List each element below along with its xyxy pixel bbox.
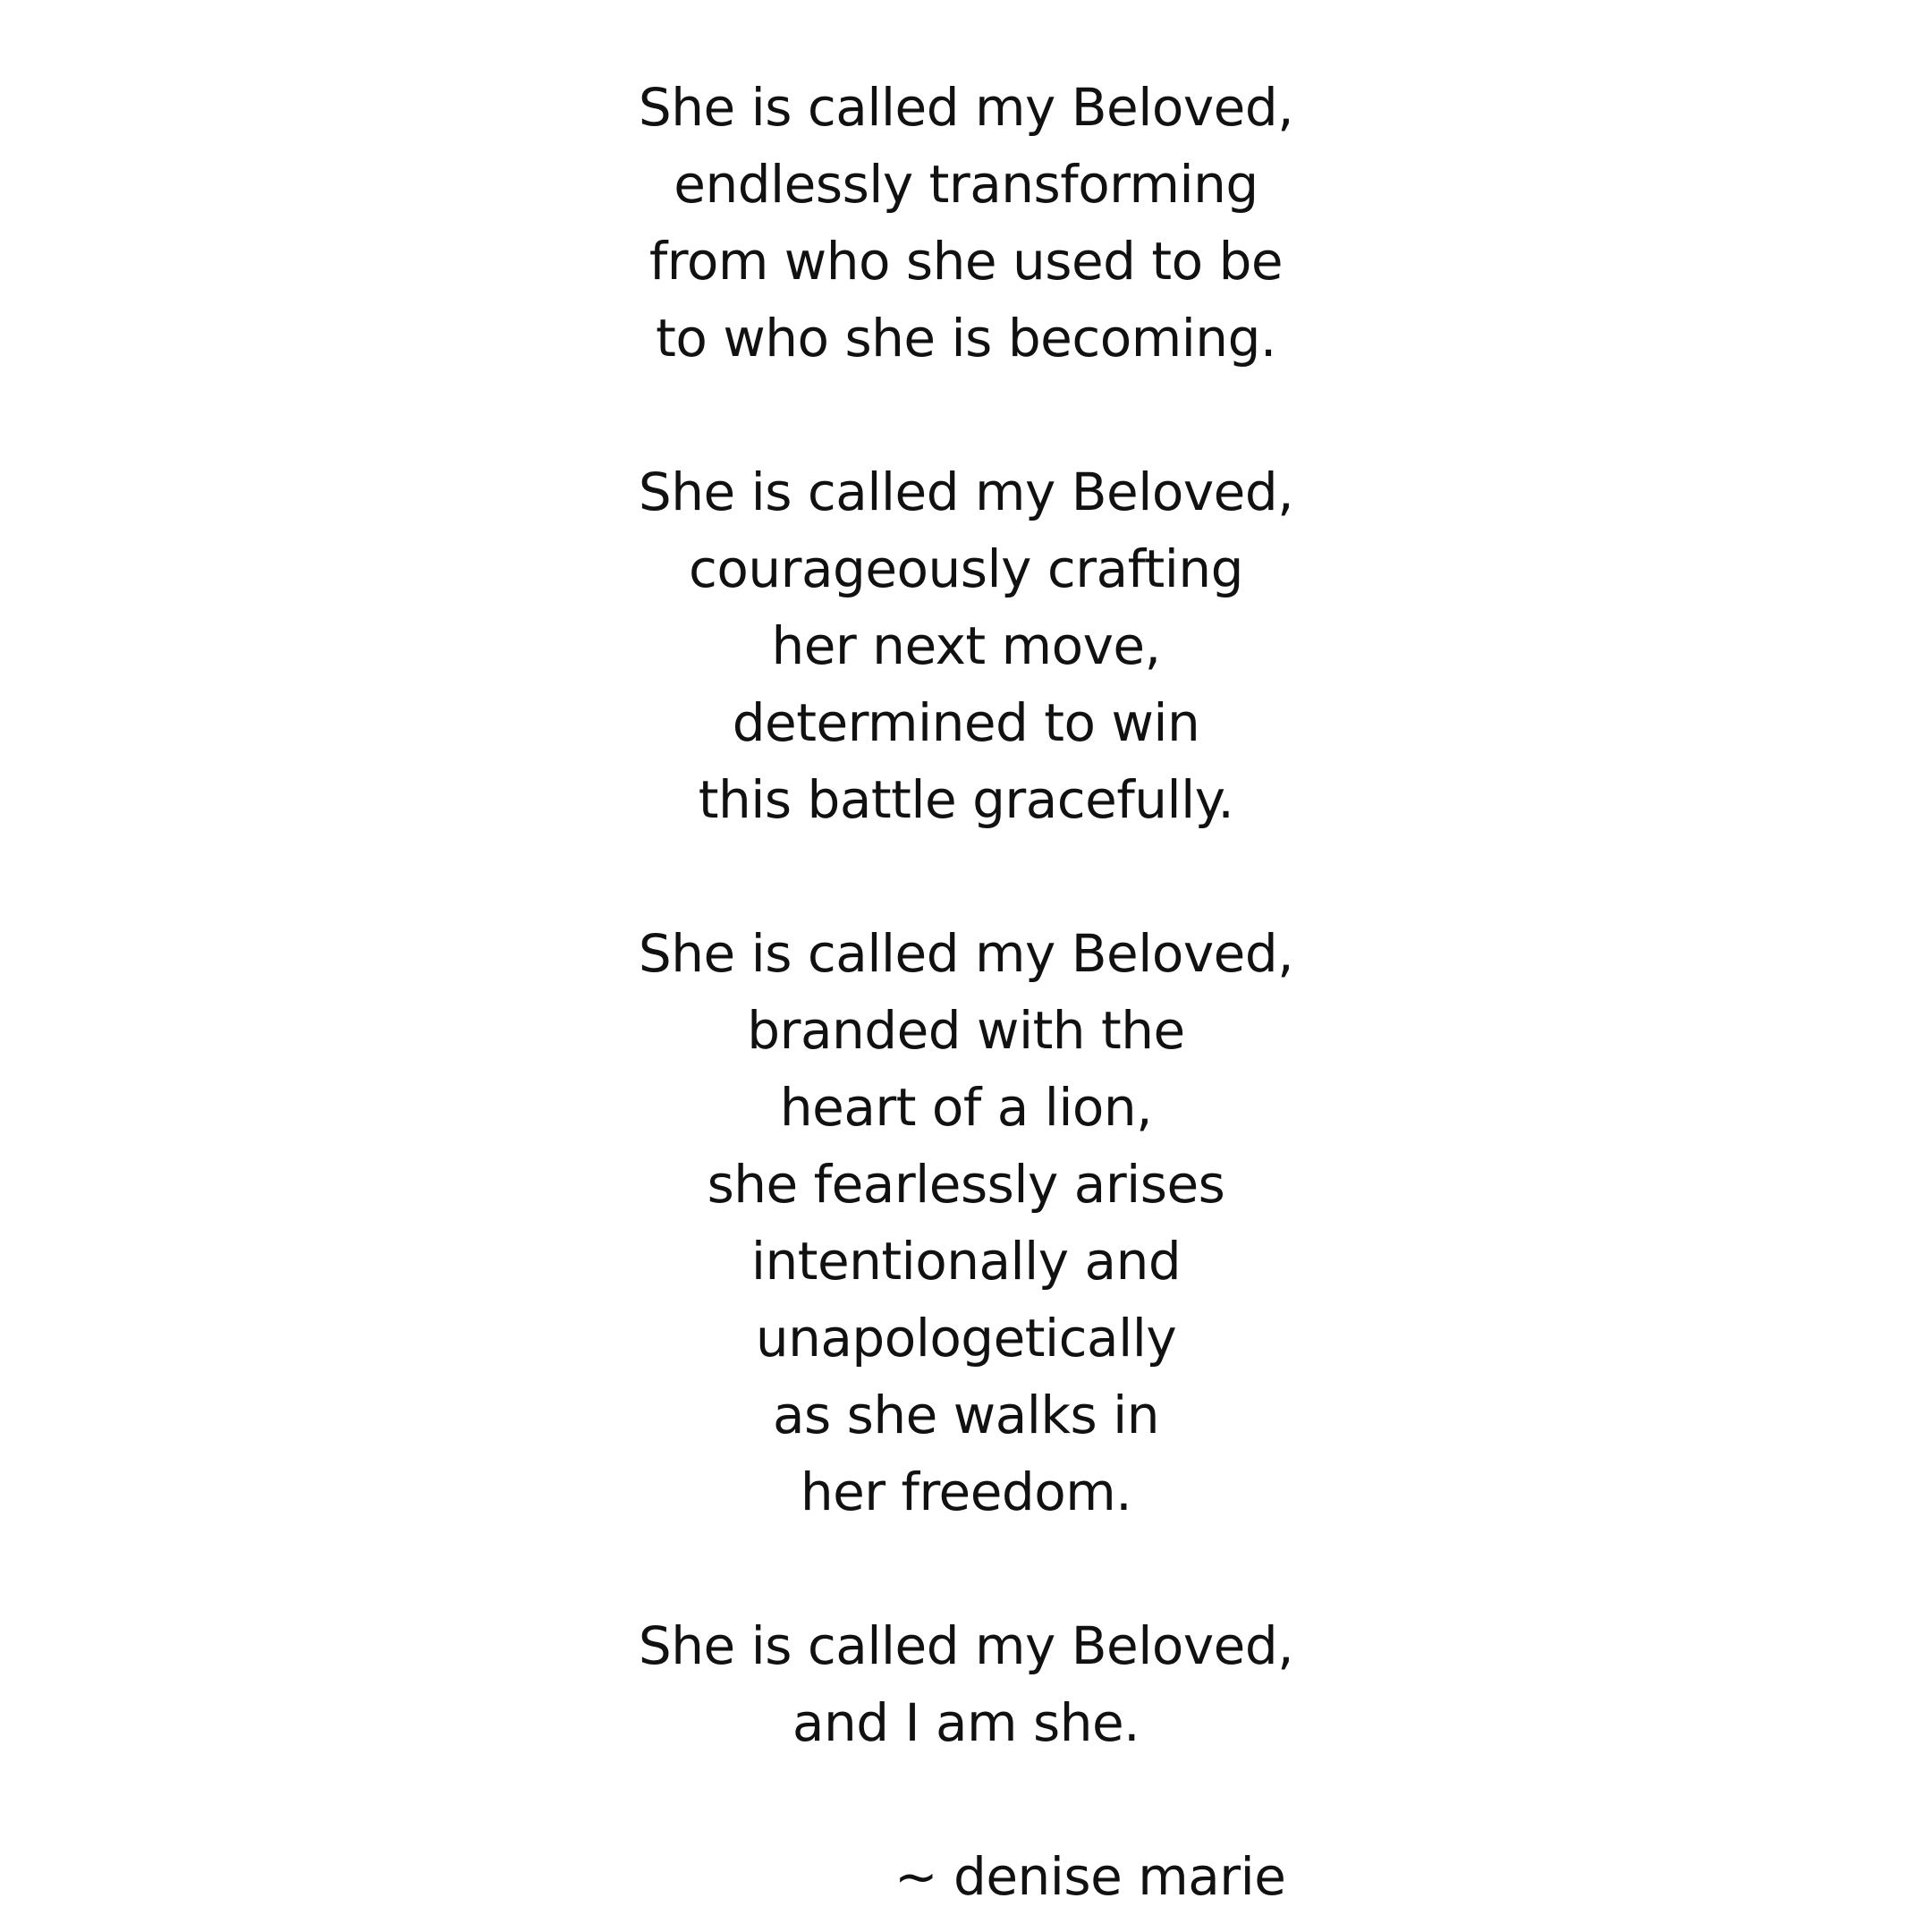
poem-line: She is called my Beloved,	[638, 923, 1294, 984]
poem	[0, 69, 1932, 1838]
stanza-2	[0, 453, 1932, 838]
poem-line: unapologetically	[755, 1308, 1177, 1368]
poem-line: branded with the	[747, 1000, 1185, 1061]
author-signature: ~ denise marie	[894, 1846, 1286, 1907]
stanza-3	[0, 915, 1932, 1530]
poem-line: intentionally and	[750, 1231, 1182, 1292]
stanza-4	[0, 1607, 1932, 1761]
poem-line: her next move,	[771, 615, 1161, 676]
poem-line: heart of a lion,	[779, 1077, 1153, 1138]
poem-line: She is called my Beloved,	[638, 1615, 1294, 1676]
poem-line: and I am she.	[792, 1692, 1140, 1753]
poem-line: She is called my Beloved,	[638, 77, 1294, 138]
poem-line: as she walks in	[772, 1385, 1159, 1445]
poem-line: she fearlessly arises	[707, 1154, 1225, 1215]
poem-line: to who she is becoming.	[656, 308, 1276, 369]
poem-line: endlessly transforming	[674, 154, 1258, 215]
poem-line: courageously crafting	[689, 538, 1243, 599]
poem-line: She is called my Beloved,	[638, 462, 1294, 522]
poem-line: determined to win	[732, 692, 1200, 753]
stanza-1	[0, 69, 1932, 377]
poem-line: from who she used to be	[648, 231, 1284, 292]
poem-line: her freedom.	[800, 1462, 1132, 1522]
poem-line: this battle gracefully.	[698, 769, 1234, 830]
